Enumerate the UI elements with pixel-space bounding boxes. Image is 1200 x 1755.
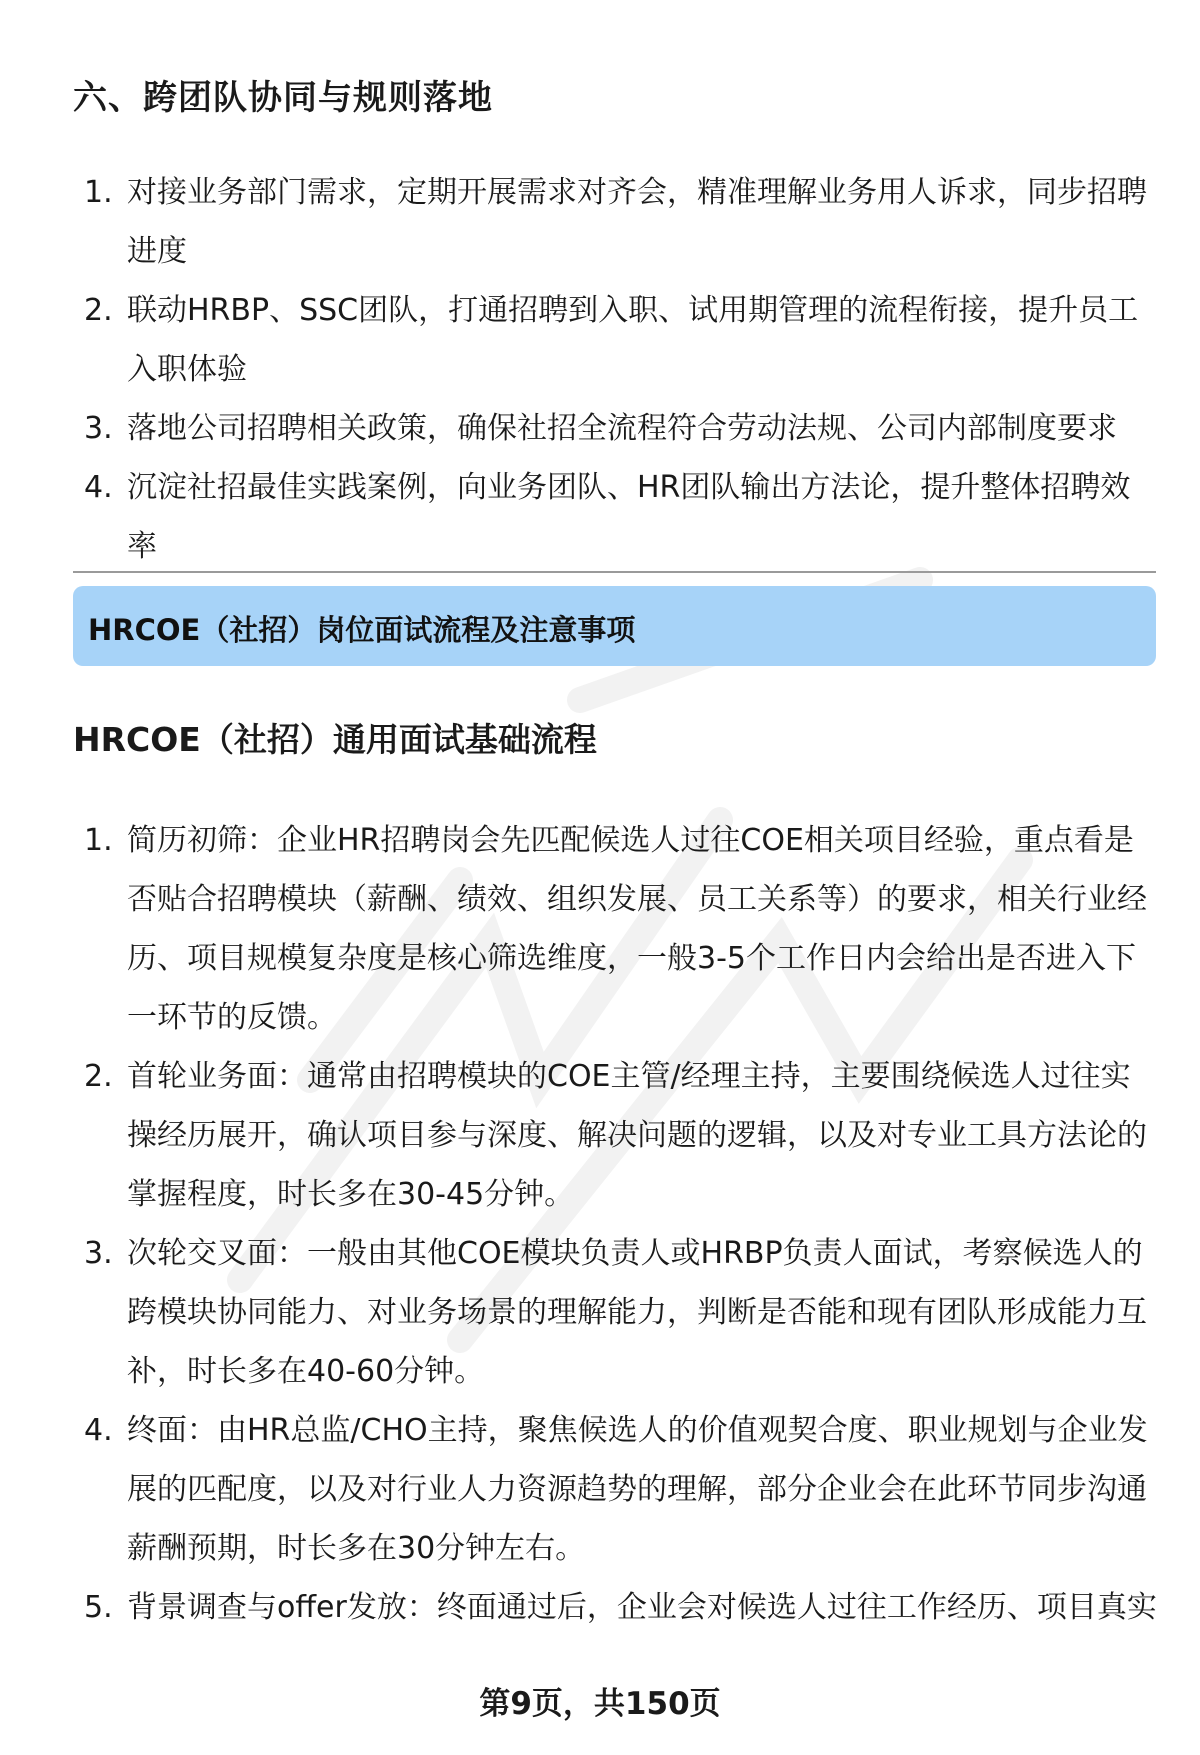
interview-process-list	[0, 811, 1200, 1637]
list-item-number: 5.	[84, 1590, 113, 1625]
list-item-text: 落地公司招聘相关政策，确保社招全流程符合劳动法规、公司内部制度要求	[127, 411, 1117, 446]
list-item-text: 背景调查与offer发放：终面通过后，企业会对候选人过往工作经历、项目真实	[127, 1590, 1157, 1625]
list-item-number: 3.	[84, 411, 113, 446]
section-divider	[73, 571, 1156, 573]
list-item-text: 次轮交叉面：一般由其他COE模块负责人或HRBP负责人面试，考察候选人的跨模块协同能力、对业务场景的理解能力，判断是否能和现有团队形成能力互补，时长多在40-60分钟。	[127, 1236, 1147, 1389]
list-item-text: 联动HRBP、SSC团队，打通招聘到入职、试用期管理的流程衔接，提升员工入职体验	[127, 293, 1139, 387]
list-item	[0, 399, 1200, 458]
list-item-number: 4.	[84, 470, 113, 505]
section-heading-cross-team: 六、跨团队协同与规则落地	[73, 78, 493, 118]
list-item-text: 对接业务部门需求，定期开展需求对齐会，精准理解业务用人诉求，同步招聘进度	[127, 175, 1147, 269]
list-item-text: 沉淀社招最佳实践案例，向业务团队、HR团队输出方法论，提升整体招聘效率	[127, 470, 1131, 564]
list-item-text: 首轮业务面：通常由招聘模块的COE主管/经理主持，主要围绕候选人过往实操经历展开，确认项目参与深度、解决问题的逻辑，以及对专业工具方法论的掌握程度，时长多在30-45分钟。	[127, 1059, 1147, 1212]
banner-title: HRCOE（社招）岗位面试流程及注意事项	[88, 613, 636, 647]
list-item	[0, 1578, 1200, 1637]
list-item-number: 1.	[84, 175, 113, 210]
list-item	[0, 1047, 1200, 1224]
list-item	[0, 1224, 1200, 1401]
section-heading-interview-process: HRCOE（社招）通用面试基础流程	[73, 720, 597, 759]
list-item	[0, 811, 1200, 1047]
list-item-number: 3.	[84, 1236, 113, 1271]
list-item	[0, 1401, 1200, 1578]
page-number: 第9页，共150页	[479, 1686, 721, 1722]
list-item	[0, 281, 1200, 399]
list-item	[0, 163, 1200, 281]
list-item-text: 简历初筛：企业HR招聘岗会先匹配候选人过往COE相关项目经验，重点看是否贴合招聘模块（薪酬、绩效、组织发展、员工关系等）的要求，相关行业经历、项目规模复杂度是核心筛选维度，一般3-5个工作日内会给出是否进入下一环节的反馈。	[127, 823, 1147, 1035]
list-item-text: 终面：由HR总监/CHO主持，聚焦候选人的价值观契合度、职业规划与企业发展的匹配度，以及对行业人力资源趋势的理解，部分企业会在此环节同步沟通薪酬预期，时长多在30分钟左右。	[127, 1413, 1148, 1566]
section-banner	[73, 586, 1156, 666]
list-item-number: 2.	[84, 1059, 113, 1094]
list-item	[0, 458, 1200, 576]
list-item-number: 2.	[84, 293, 113, 328]
list-item-number: 1.	[84, 823, 113, 858]
cross-team-list	[0, 163, 1200, 576]
list-item-number: 4.	[84, 1413, 113, 1448]
